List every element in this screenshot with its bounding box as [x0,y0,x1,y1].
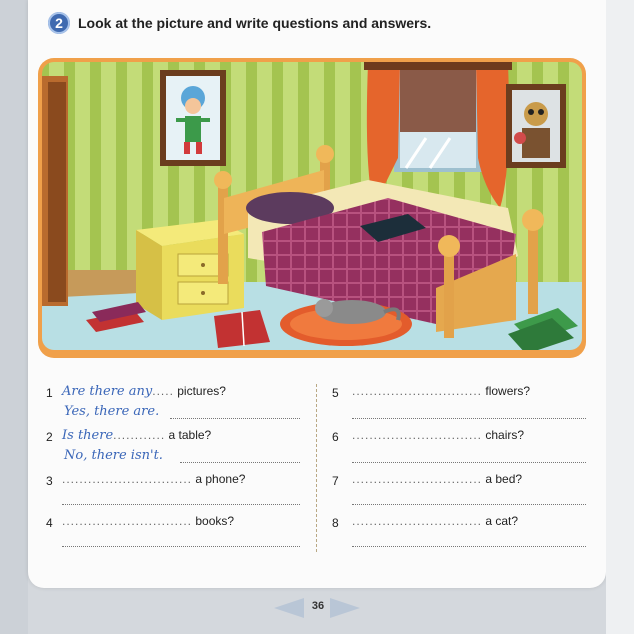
item-number: 1 [46,386,53,400]
question-line-4: .............................. books? [62,514,235,528]
question-end: a bed? [485,472,523,486]
question-line-6: .............................. chairs? [352,428,525,442]
handwritten-answer: No, there isn't. [64,448,163,463]
left-margin [0,0,28,634]
question-end: pictures? [177,384,226,398]
answer-dotted-line [352,462,586,463]
answer-dotted-line [180,462,300,463]
answer-dotted-line [352,418,586,419]
question-line-3: .............................. a phone? [62,472,246,486]
right-margin [606,0,634,634]
page-arrow-right-icon [330,598,360,618]
handwritten-answer: Yes, there are. [64,404,160,419]
item-number: 7 [332,474,339,488]
item-number: 8 [332,516,339,530]
answer-dotted-line [62,546,300,547]
question-end: a cat? [485,514,519,528]
handwritten-question: Are there any [62,384,153,399]
clown-picture-icon [160,70,226,166]
answer-dotted-line [352,504,586,505]
exercise-number-badge: 2 [48,12,70,34]
answer-line-1 [64,404,159,419]
question-end: a phone? [195,472,246,486]
answer-dotted-line [352,546,586,547]
question-line-8: .............................. a cat? [352,514,519,528]
bedroom-illustration [38,58,586,358]
item-number: 5 [332,386,339,400]
page-number: 36 [311,600,325,612]
question-end: a table? [168,428,212,442]
question-line-7: .............................. a bed? [352,472,523,486]
question-line-5: .............................. flowers? [352,384,531,398]
answer-dotted-line [170,418,300,419]
question-line-2: Is there............ a table? [62,428,212,443]
owl-picture-icon [506,84,566,168]
item-number: 3 [46,474,53,488]
exercise-instruction: Look at the picture and write questions and answers. [78,15,432,31]
question-line-1: Are there any..... pictures? [62,384,226,399]
column-divider [316,384,317,552]
item-number: 2 [46,430,53,444]
item-number: 6 [332,430,339,444]
question-end: flowers? [485,384,531,398]
question-end: books? [195,514,235,528]
answer-line-2 [64,448,163,463]
handwritten-question: Is there [62,428,114,443]
page-arrow-left-icon [274,598,304,618]
answer-dotted-line [62,504,300,505]
question-end: chairs? [485,428,525,442]
item-number: 4 [46,516,53,530]
